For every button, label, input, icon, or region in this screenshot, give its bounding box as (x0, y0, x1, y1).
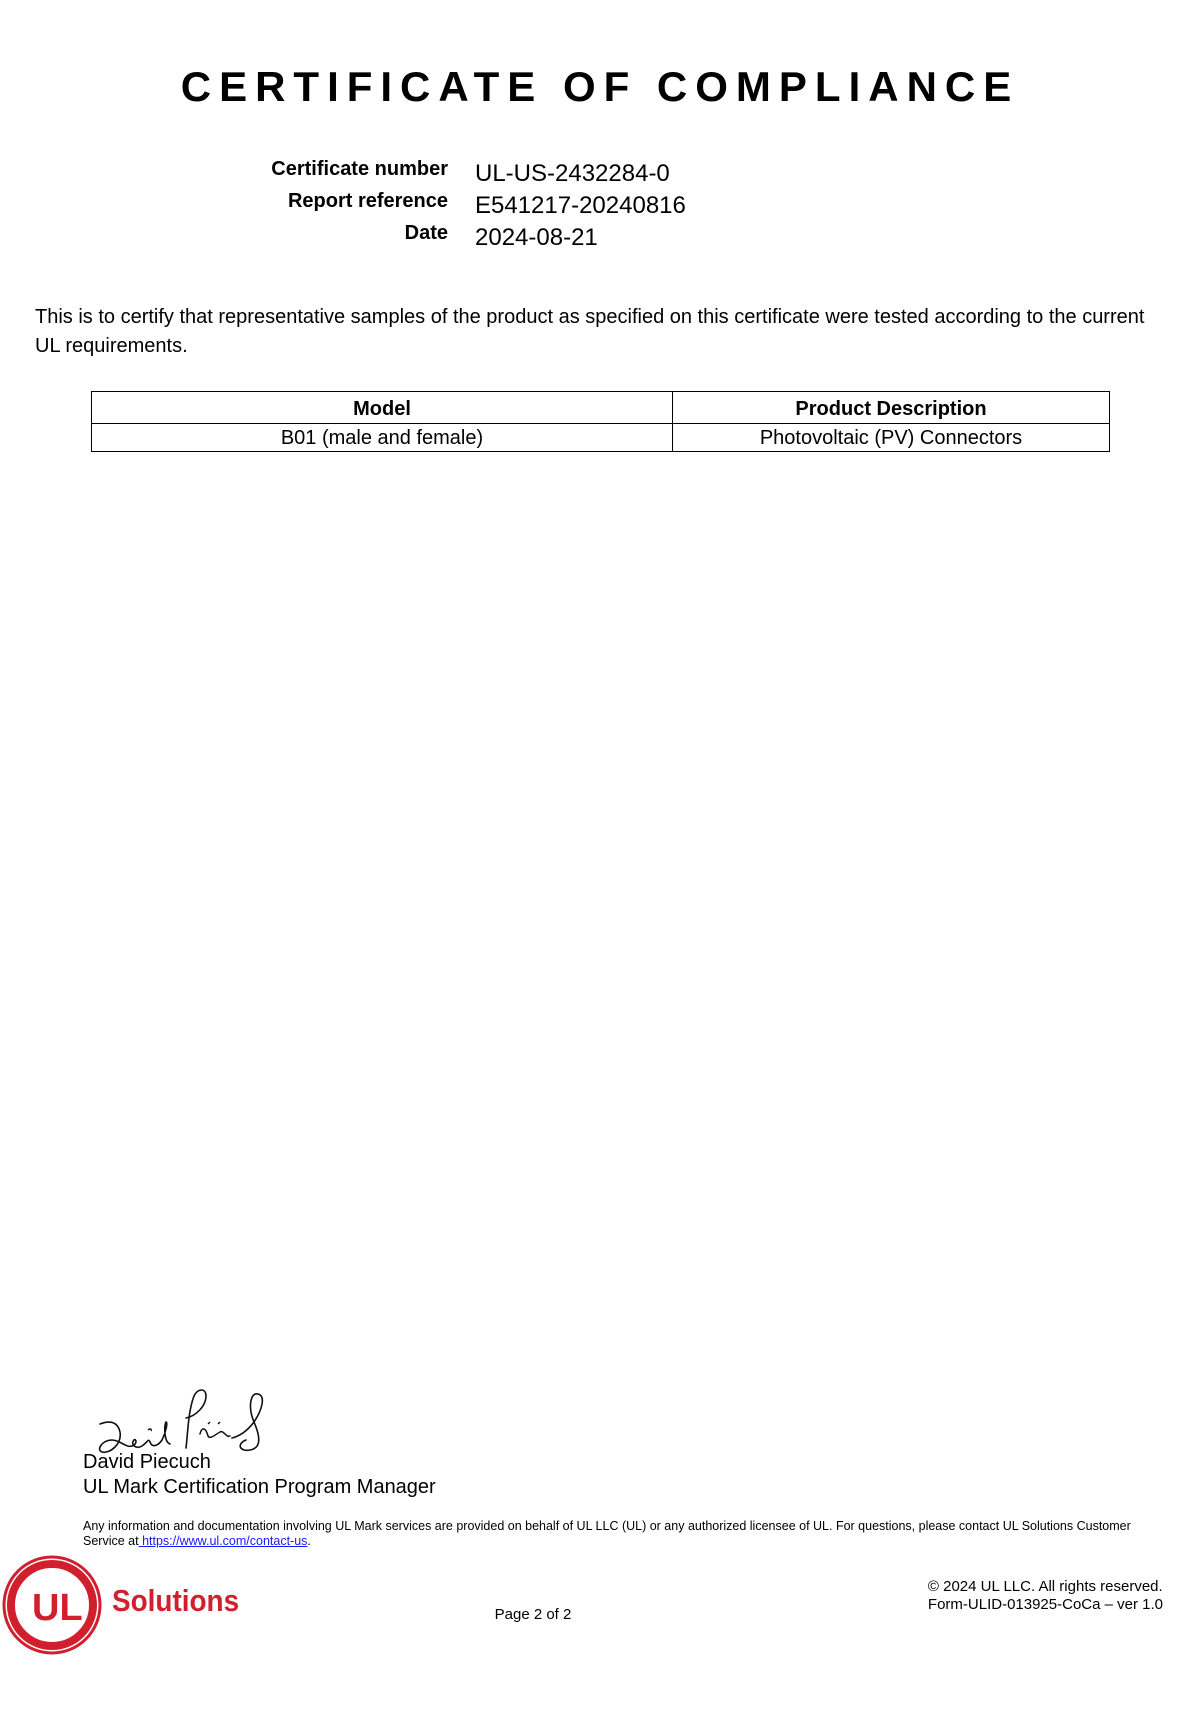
signer-name: David Piecuch (83, 1451, 211, 1473)
meta-label: Report reference (287, 190, 448, 212)
signer-block (83, 1450, 436, 1500)
meta-label: Certificate number (271, 158, 448, 180)
form-id: Form-ULID-013925-CoCa – ver 1.0 (927, 1596, 1163, 1613)
meta-value: E541217-20240816 (475, 192, 686, 219)
copyright-notice: © 2024 UL LLC. All rights reserved. (927, 1578, 1163, 1595)
certification-statement: This is to certify that representative samples of the product as specified on this certificate were tested according to the current UL requirements. (35, 306, 1145, 357)
certificate-meta (220, 157, 820, 253)
disclaimer-text: Any information and documentation involving UL Mark services are provided on behalf of UL LLC (UL) or any authorized licensee of UL. For questions, please contact UL Solutions Customer Service at (83, 1519, 1131, 1548)
footer-disclaimer (83, 1519, 1173, 1549)
table-row (92, 424, 1110, 452)
ul-logo-mark: UL (32, 1587, 83, 1629)
column-header-description: Product Description (673, 392, 1110, 424)
disclaimer-end: . (307, 1534, 311, 1548)
page-number: Page 2 of 2 (494, 1606, 572, 1623)
table-header-row (92, 392, 1110, 424)
meta-value: UL-US-2432284-0 (475, 160, 670, 187)
cell-model: B01 (male and female) (92, 424, 673, 452)
contact-link[interactable]: https://www.ul.com/contact-us (138, 1534, 308, 1548)
meta-label: Date (404, 222, 448, 244)
certificate-title: CERTIFICATE OF COMPLIANCE (180, 63, 1020, 110)
meta-row-date (220, 221, 820, 253)
meta-row-report-reference (220, 189, 820, 221)
signer-role: UL Mark Certification Program Manager (83, 1476, 436, 1498)
column-header-model: Model (92, 392, 673, 424)
meta-value: 2024-08-21 (475, 224, 598, 251)
meta-row-certificate-number (220, 157, 820, 189)
ul-logo-text: Solutions (112, 1583, 240, 1618)
product-table (91, 391, 1110, 452)
cell-description: Photovoltaic (PV) Connectors (673, 424, 1110, 452)
copyright-block (928, 1578, 1163, 1614)
